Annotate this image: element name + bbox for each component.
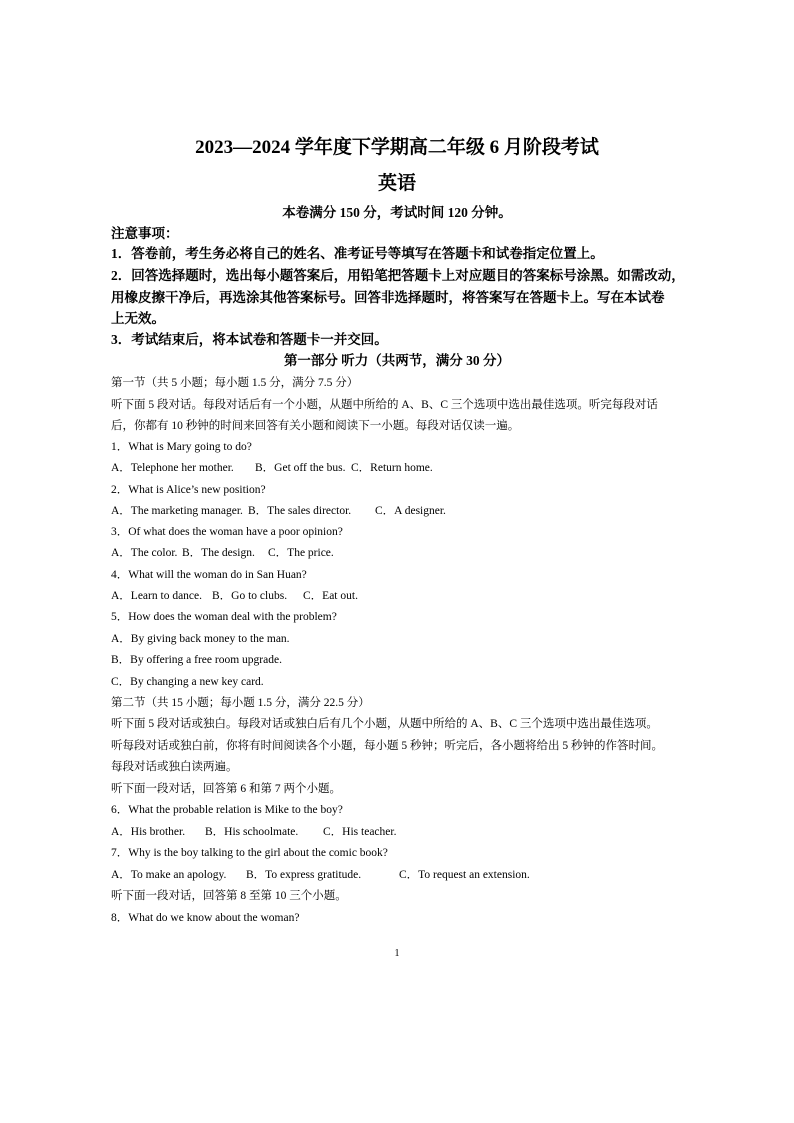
instruction-line: 后，你都有 10 秒钟的时间来回答有关小题和阅读下一小题。每段对话仅读一遍。: [111, 420, 520, 432]
question-options: [111, 824, 691, 840]
question-stem: 4．What will the woman do in San Huan?: [111, 569, 307, 581]
option-b: B．To express gratitude.: [246, 869, 362, 881]
option-a: A．The color.: [111, 547, 178, 559]
section1-heading: 第一节（共 5 小题；每小题 1.5 分，满分 7.5 分）: [111, 377, 359, 389]
notice-line: 用橡皮擦干净后，再选涂其他答案标号。回答非选择题时，将答案写在答题卡上。写在本试卷: [111, 290, 665, 305]
option-c: C．To request an extension.: [399, 869, 530, 881]
notice-line: 2．回答选择题时，选出每小题答案后，用铅笔把答题卡上对应题目的答案标号涂黑。如需改动，: [111, 268, 685, 283]
question-stem: 6．What the probable relation is Mike to the boy?: [111, 804, 343, 816]
option-c: C．His teacher.: [323, 826, 397, 838]
question-options: [111, 460, 691, 476]
instruction-line: 听每段对话或独白前，你将有时间阅读各个小题，每小题 5 秒钟；听完后，各小题将给出 5 秒钟的作答时间。: [111, 740, 663, 752]
option-c: C．By changing a new key card.: [111, 676, 264, 688]
option-c: C．Return home.: [351, 462, 433, 474]
option-c: C．The price.: [268, 547, 334, 559]
option-b: B．His schoolmate.: [205, 826, 299, 838]
option-b: B．The sales director.: [248, 505, 352, 517]
exam-info: 本卷满分 150 分，考试时间 120 分钟。: [282, 205, 512, 220]
option-a: A．The marketing manager.: [111, 505, 243, 517]
instruction-line: 听下面 5 段对话或独白。每段对话或独白后有几个小题，从题中所给的 A、B、C 三个选项中选出最佳选项。: [111, 718, 658, 730]
question-stem: 1．What is Mary going to do?: [111, 441, 252, 453]
option-a: A．To make an apology.: [111, 869, 227, 881]
question-options: [111, 503, 691, 519]
page-number: 1: [394, 948, 400, 959]
exam-title: 2023—2024 学年度下学期高二年级 6 月阶段考试: [195, 137, 599, 158]
instruction-line: 每段对话或独白读两遍。: [111, 761, 238, 773]
question-stem: 3．Of what does the woman have a poor opinion?: [111, 526, 343, 538]
option-a: A．By giving back money to the man.: [111, 633, 290, 645]
option-b: B．Get off the bus.: [255, 462, 346, 474]
option-a: A．His brother.: [111, 826, 186, 838]
option-c: C．A designer.: [375, 505, 446, 517]
option-b: B．By offering a free room upgrade.: [111, 654, 282, 666]
notice-heading: 注意事项：: [111, 226, 179, 241]
question-stem: 8．What do we know about the woman?: [111, 912, 300, 924]
dialog-intro: 听下面一段对话，回答第 8 至第 10 三个小题。: [111, 890, 347, 902]
section2-heading: 第二节（共 15 小题；每小题 1.5 分，满分 22.5 分）: [111, 697, 370, 709]
subject-title: 英语: [377, 173, 416, 194]
question-stem: 5．How does the woman deal with the problem?: [111, 611, 337, 623]
instruction-line: 听下面 5 段对话。每段对话后有一个小题，从题中所给的 A、B、C 三个选项中选出最佳选项。听完每段对话: [111, 399, 658, 411]
option-b: B．Go to clubs.: [212, 590, 288, 602]
dialog-intro: 听下面一段对话，回答第 6 和第 7 两个小题。: [111, 783, 341, 795]
notice-line: 上无效。: [111, 311, 165, 326]
question-options: [111, 588, 691, 604]
notice-line: 1．答卷前，考生务必将自己的姓名、准考证号等填写在答题卡和试卷指定位置上。: [111, 246, 604, 261]
question-stem: 2．What is Alice’s new position?: [111, 484, 266, 496]
notice-line: 3．考试结束后，将本试卷和答题卡一并交回。: [111, 332, 388, 347]
option-c: C．Eat out.: [303, 590, 358, 602]
question-stem: 7．Why is the boy talking to the girl about the comic book?: [111, 847, 388, 859]
question-options: [111, 867, 691, 883]
option-a: A．Telephone her mother.: [111, 462, 234, 474]
option-b: B．The design.: [182, 547, 255, 559]
option-a: A．Learn to dance.: [111, 590, 203, 602]
question-options: [111, 545, 691, 561]
part1-heading: 第一部分 听力（共两节，满分 30 分）: [283, 353, 511, 368]
